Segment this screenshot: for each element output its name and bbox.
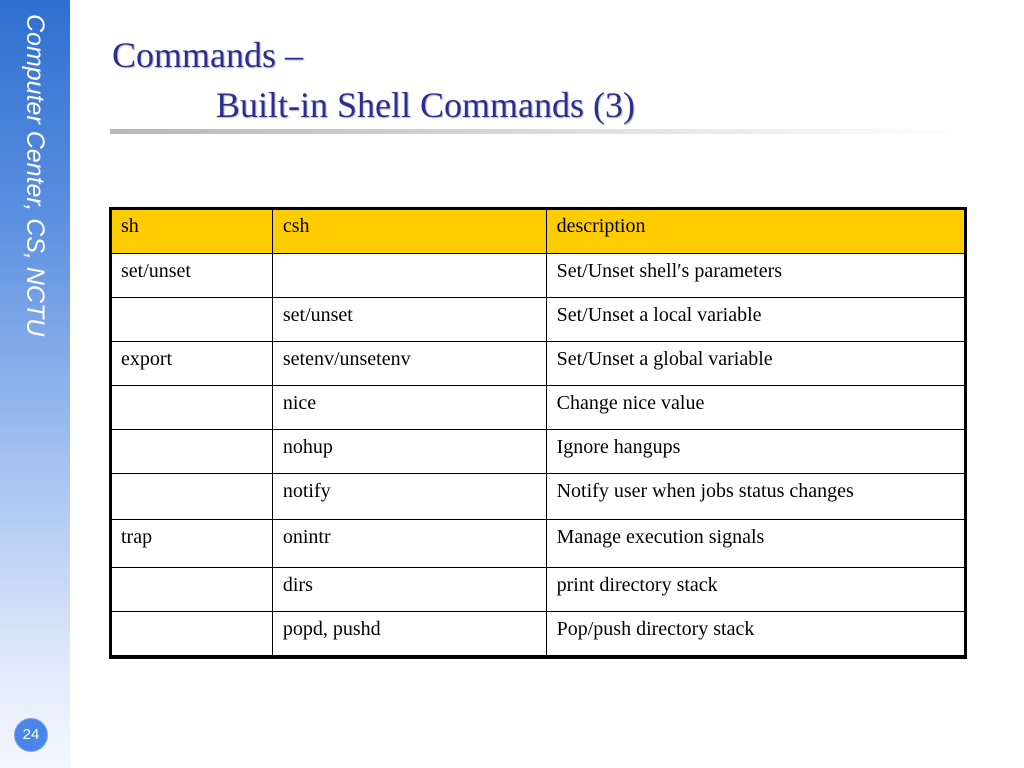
cell-sh: export — [111, 342, 273, 386]
title-line-1: Commands – — [112, 35, 304, 75]
table-row — [111, 342, 966, 386]
cell-sh: set/unset — [111, 254, 273, 298]
header-cell-sh: sh — [111, 209, 273, 254]
table-row — [111, 430, 966, 474]
title-divider — [110, 129, 970, 134]
cell-sh — [111, 568, 273, 612]
slide-title — [112, 30, 992, 130]
cell-csh: dirs — [272, 568, 546, 612]
commands-table — [110, 208, 966, 656]
cell-csh: onintr — [272, 520, 546, 568]
page-number: 24 — [14, 718, 48, 752]
cell-csh — [272, 254, 546, 298]
table-row — [111, 298, 966, 342]
table-row — [111, 520, 966, 568]
cell-description: Set/Unset shell′s parameters — [546, 254, 965, 298]
sidebar-label: Computer Center, CS, NCTU — [21, 14, 49, 337]
cell-csh: setenv/unsetenv — [272, 342, 546, 386]
cell-description: print directory stack — [546, 568, 965, 612]
cell-description: Ignore hangups — [546, 430, 965, 474]
cell-sh — [111, 474, 273, 520]
cell-description: Notify user when jobs status changes — [546, 474, 965, 520]
header-cell-description: description — [546, 209, 965, 254]
cell-description: Pop/push directory stack — [546, 612, 965, 656]
title-line-2: Built-in Shell Commands (3) — [216, 85, 635, 125]
cell-csh: notify — [272, 474, 546, 520]
cell-sh — [111, 430, 273, 474]
cell-description: Set/Unset a global variable — [546, 342, 965, 386]
table-row — [111, 474, 966, 520]
cell-csh: popd, pushd — [272, 612, 546, 656]
cell-csh: set/unset — [272, 298, 546, 342]
cell-csh: nice — [272, 386, 546, 430]
table-row — [111, 612, 966, 656]
cell-description: Set/Unset a local variable — [546, 298, 965, 342]
sidebar — [0, 0, 70, 768]
table-row — [111, 254, 966, 298]
table-header-row — [111, 209, 966, 254]
cell-sh — [111, 612, 273, 656]
cell-sh — [111, 298, 273, 342]
cell-description: Manage execution signals — [546, 520, 965, 568]
table-row — [111, 386, 966, 430]
header-cell-csh: csh — [272, 209, 546, 254]
cell-sh: trap — [111, 520, 273, 568]
cell-sh — [111, 386, 273, 430]
cell-description: Change nice value — [546, 386, 965, 430]
table-row — [111, 568, 966, 612]
cell-csh: nohup — [272, 430, 546, 474]
